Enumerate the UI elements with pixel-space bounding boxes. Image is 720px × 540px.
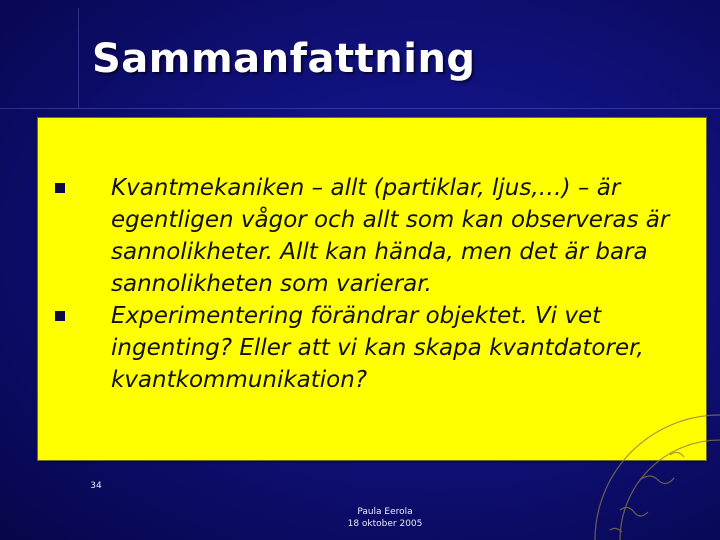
- footer-date: 18 oktober 2005: [347, 519, 423, 529]
- square-bullet-icon: [55, 183, 65, 193]
- decorative-line: [78, 8, 79, 108]
- decorative-line: [0, 108, 720, 109]
- university-seal-watermark: [580, 400, 720, 540]
- bullet-text: Experimentering förändrar objektet. Vi vet ingenting? Eller att vi kan skapa kvantdatorer, kvantkommunikation?: [111, 303, 644, 393]
- page-number: 34: [90, 481, 102, 491]
- list-item: [55, 300, 685, 396]
- slide-title: Sammanfattning: [92, 36, 476, 82]
- bullet-list: [55, 172, 685, 396]
- list-item: [55, 172, 685, 300]
- footer-author: Paula Eerola: [357, 507, 413, 517]
- bullet-text: Kvantmekaniken – allt (partiklar, ljus,…) – är egentligen vågor och allt som kan observeras är sannolikheter. Allt kan hända, men det är bara sannolikheten som varierar.: [111, 175, 670, 297]
- square-bullet-icon: [55, 311, 65, 321]
